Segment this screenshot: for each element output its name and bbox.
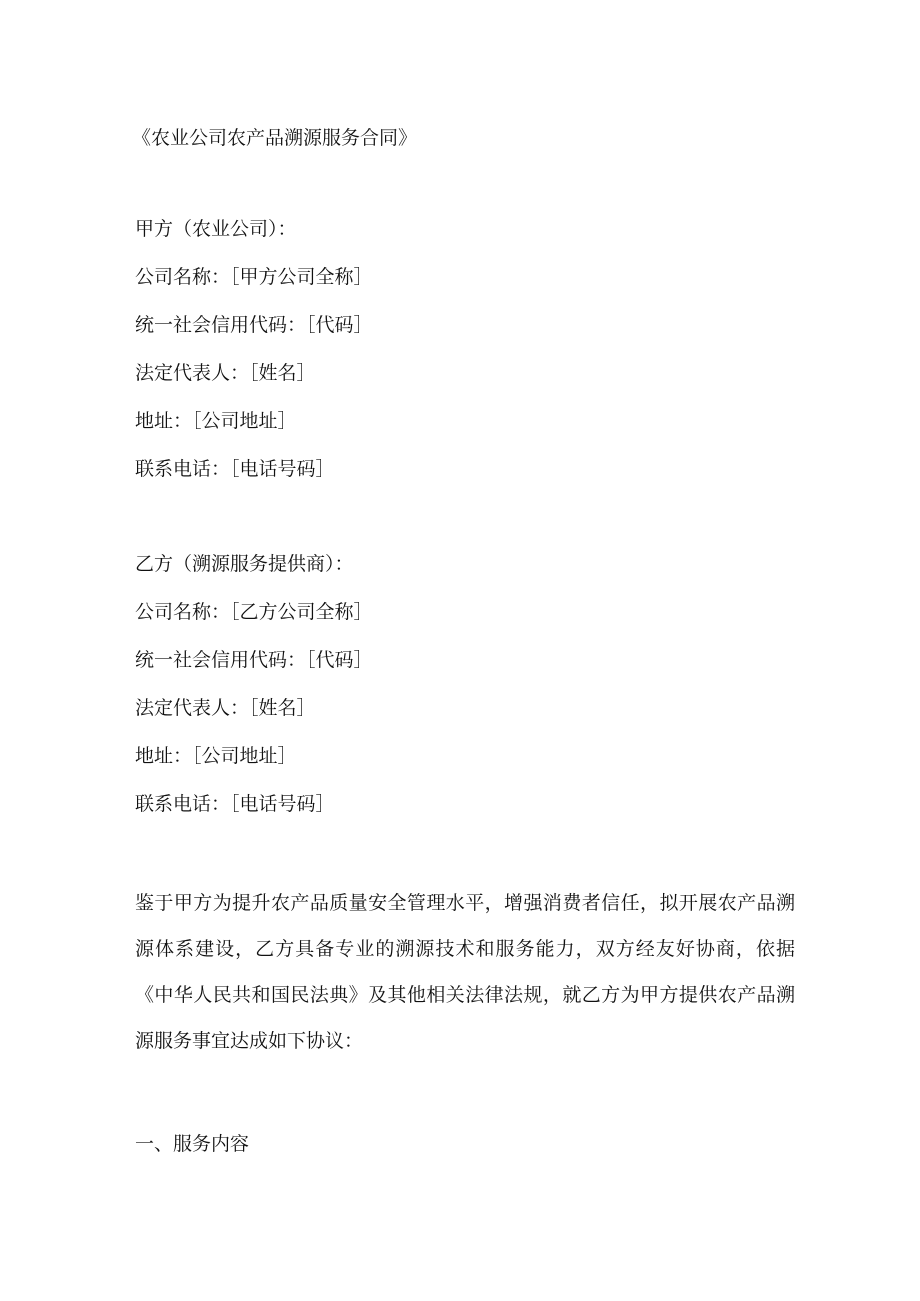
- party-b-credit-code: 统一社会信用代码：［代码］: [135, 649, 373, 671]
- party-b-legal-rep: 法定代表人：［姓名］: [135, 697, 316, 719]
- party-a-phone: 联系电话：［电话号码］: [135, 458, 335, 480]
- section-heading-service-content: 一、服务内容: [135, 1133, 250, 1155]
- party-a-company-name: 公司名称：［甲方公司全称］: [135, 266, 373, 288]
- party-a-legal-rep: 法定代表人：［姓名］: [135, 362, 316, 384]
- party-b-block: [135, 550, 835, 838]
- preamble-paragraph: 鉴于甲方为提升农产品质量安全管理水平，增强消费者信任，拟开展农产品溯源体系建设，乙方具备专业的溯源技术和服务能力，双方经友好协商，依据《中华人民共和国民法典》及其他相关法律法规，就乙方为甲方提供农产品溯源服务事宜达成如下协议：: [135, 892, 795, 1052]
- party-a-block: [135, 215, 835, 503]
- party-b-heading: 乙方（溯源服务提供商）：: [135, 553, 354, 575]
- party-b-phone: 联系电话：［电话号码］: [135, 793, 335, 815]
- party-b-company-name: 公司名称：［乙方公司全称］: [135, 601, 373, 623]
- party-a-credit-code: 统一社会信用代码：［代码］: [135, 314, 373, 336]
- party-a-address: 地址：［公司地址］: [135, 410, 297, 432]
- party-a-heading: 甲方（农业公司）：: [135, 218, 297, 240]
- document-title: 《农业公司农产品溯源服务合同》: [132, 127, 418, 149]
- party-b-address: 地址：［公司地址］: [135, 745, 297, 767]
